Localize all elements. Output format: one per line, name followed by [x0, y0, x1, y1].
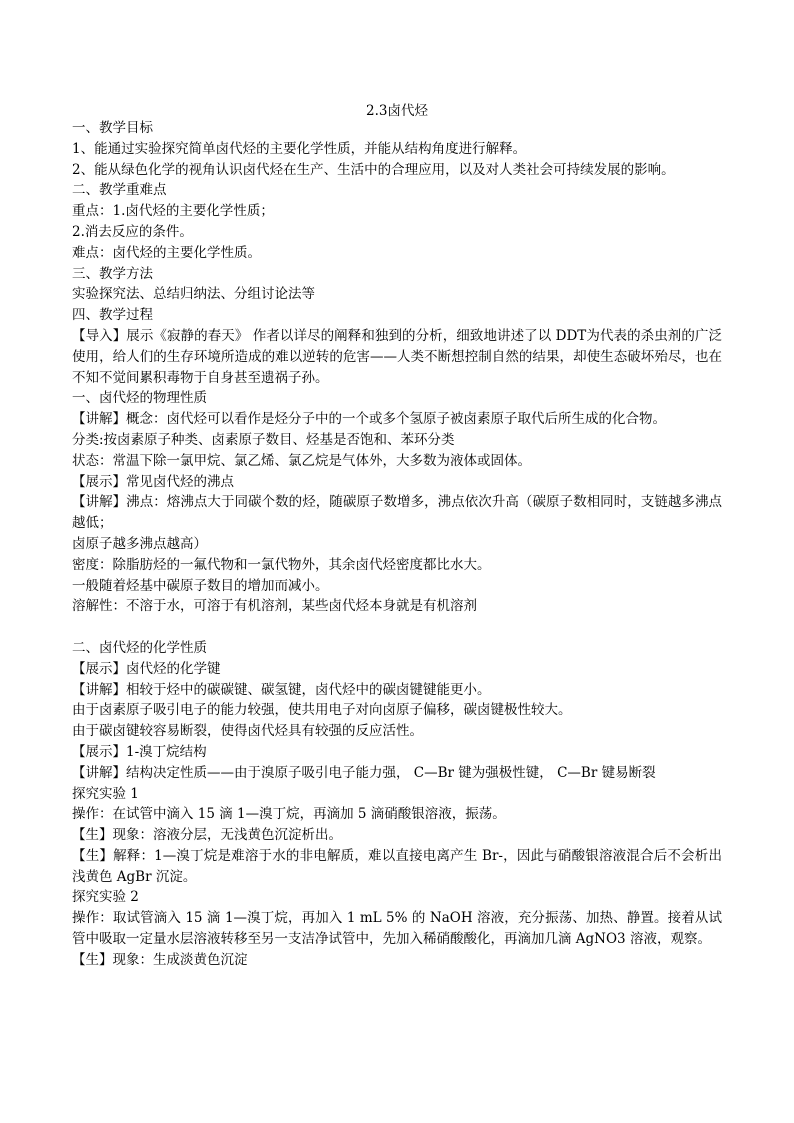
show-bromobutane-structure: 【展示】1-溴丁烷结构 — [72, 743, 207, 760]
density-text: 密度：除脂肪烃的一氟代物和一氯代物外，其余卤代烃密度都比水大。 — [72, 556, 491, 573]
subheading-chemical-properties: 二、卤代烃的化学性质 — [72, 639, 207, 656]
state-text: 状态：常温下除一氯甲烷、氯乙烯、氯乙烷是气体外，大多数为液体或固体。 — [72, 452, 531, 469]
experiment-2-operation: 操作：取试管滴入 15 滴 1—溴丁烷，再加入 1 mL 5% 的 NaOH 溶液，充分振荡、加热、静置。接着从试管中吸取一定量水层溶液转移至另一支洁净试管中，先加入稀硝酸酸化，再滴加几滴 AgNO3 溶液，观察。 — [72, 910, 722, 948]
document-title: 2.3卤代烃 — [366, 103, 428, 119]
section-heading-objectives: 一、教学目标 — [72, 120, 153, 136]
bond-energy-text: 【讲解】相较于烃中的碳碳键、碳氢键，卤代烃中的碳卤键键能更小。 — [72, 681, 491, 698]
structure-property-text: 【讲解】结构决定性质——由于溴原子吸引电子能力强， C—Br 键为强极性键， C—Br 键易断裂 — [72, 764, 656, 781]
difficult-point: 难点：卤代烃的主要化学性质。 — [72, 244, 261, 261]
section-heading-methods: 三、教学方法 — [72, 265, 153, 282]
reactivity-text: 由于碳卤键较容易断裂，使得卤代烃具有较强的反应活性。 — [72, 723, 423, 740]
document-body — [72, 118, 722, 971]
objective-1: 1、能通过实验探究简单卤代烃的主要化学性质，并能从结构角度进行解释。 — [72, 140, 527, 157]
experiment-1-explanation: 【生】解释：1—溴丁烷是难溶于水的非电解质，难以直接电离产生 Br-，因此与硝酸银溶液混合后不会析出浅黄色 AgBr 沉淀。 — [72, 847, 722, 885]
key-point-1: 重点：1.卤代烃的主要化学性质； — [72, 203, 274, 220]
experiment-2-heading: 探究实验 2 — [72, 889, 139, 906]
experiment-1-heading: 探究实验 1 — [72, 785, 139, 802]
concept-text: 【讲解】概念：卤代烃可以看作是烃分子中的一个或多个氢原子被卤素原子取代后所生成的化合物。 — [72, 411, 666, 428]
density-trend-text: 一般随着烃基中碳原子数目的增加而减小。 — [72, 577, 329, 594]
show-boiling-points: 【展示】常见卤代烃的沸点 — [72, 473, 234, 490]
experiment-1-phenomenon: 【生】现象：溶液分层，无浅黄色沉淀析出。 — [72, 827, 342, 844]
boiling-point-text-2: 卤原子越多沸点越高） — [72, 535, 207, 552]
experiment-1-operation: 操作：在试管中滴入 15 滴 1—溴丁烷，再滴加 5 滴硝酸银溶液，振荡。 — [72, 806, 506, 823]
solubility-text: 溶解性：不溶于水，可溶于有机溶剂，某些卤代烃本身就是有机溶剂 — [72, 598, 477, 615]
introduction-paragraph: 【导入】展示《寂静的春天》 作者以详尽的阐释和独到的分析，细致地讲述了以 DDT为代表的杀虫剂的广泛使用，给人们的生存环境所造成的难以逆转的危害——人类不断想控制自然的结果，却使生态破坏殆尽，也在不知不觉间累积毒物于自身甚至遗祸子孙。 — [72, 327, 722, 386]
classification-text: 分类:按卤素原子种类、卤素原子数目、烃基是否饱和、苯环分类 — [72, 431, 455, 448]
bond-polarity-text: 由于卤素原子吸引电子的能力较强，使共用电子对向卤原子偏移，碳卤键极性较大。 — [72, 702, 572, 719]
key-point-2: 2.消去反应的条件。 — [72, 223, 193, 240]
section-heading-process: 四、教学过程 — [72, 307, 153, 324]
blank-line — [72, 617, 722, 638]
subheading-physical-properties: 一、卤代烃的物理性质 — [72, 390, 207, 407]
experiment-2-phenomenon: 【生】现象：生成淡黄色沉淀 — [72, 951, 248, 968]
methods-text: 实验探究法、总结归纳法、分组讨论法等 — [72, 286, 315, 303]
show-chemical-bonds: 【展示】卤代烃的化学键 — [72, 660, 221, 677]
boiling-point-text: 【讲解】沸点：熔沸点大于同碳个数的烃，随碳原子数增多，沸点依次升高（碳原子数相同时，支链越多沸点越低； — [72, 494, 722, 532]
section-heading-key-points: 二、教学重难点 — [72, 182, 167, 199]
objective-2: 2、能从绿色化学的视角认识卤代烃在生产、生活中的合理应用，以及对人类社会可持续发展的影响。 — [72, 161, 675, 178]
